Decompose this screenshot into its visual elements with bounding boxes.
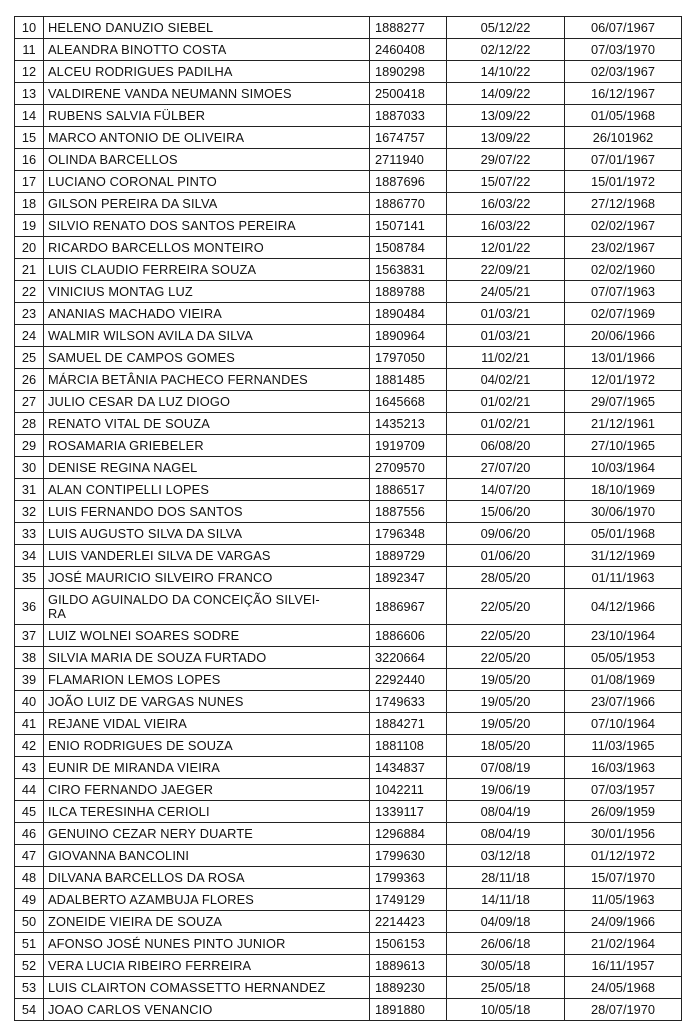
- birth-date-cell: 24/09/1966: [565, 911, 682, 933]
- row-number-cell: 44: [15, 779, 44, 801]
- registration-code-cell: 1889230: [370, 977, 447, 999]
- birth-date-cell: 16/12/1967: [565, 83, 682, 105]
- table-row: [15, 501, 682, 523]
- record-date-cell: 14/10/22: [447, 61, 565, 83]
- birth-date-cell: 15/07/1970: [565, 867, 682, 889]
- birth-date-cell: 16/03/1963: [565, 757, 682, 779]
- registration-code-cell: 1881108: [370, 735, 447, 757]
- row-number-cell: 20: [15, 237, 44, 259]
- registration-code-cell: 1890484: [370, 303, 447, 325]
- person-name-cell: LUIS AUGUSTO SILVA DA SILVA: [44, 523, 370, 545]
- birth-date-cell: 04/12/1966: [565, 589, 682, 625]
- registration-code-cell: 1434837: [370, 757, 447, 779]
- birth-date-cell: 07/03/1957: [565, 779, 682, 801]
- person-name-cell: ENIO RODRIGUES DE SOUZA: [44, 735, 370, 757]
- registration-code-cell: 1749633: [370, 691, 447, 713]
- person-name-cell: RICARDO BARCELLOS MONTEIRO: [44, 237, 370, 259]
- registration-code-cell: 1563831: [370, 259, 447, 281]
- table-row: [15, 567, 682, 589]
- record-date-cell: 06/08/20: [447, 435, 565, 457]
- row-number-cell: 46: [15, 823, 44, 845]
- table-row: [15, 757, 682, 779]
- registration-code-cell: 2214423: [370, 911, 447, 933]
- record-date-cell: 26/06/18: [447, 933, 565, 955]
- person-name-cell: JOÃO LUIZ DE VARGAS NUNES: [44, 691, 370, 713]
- row-number-cell: 22: [15, 281, 44, 303]
- person-name-cell: JULIO CESAR DA LUZ DIOGO: [44, 391, 370, 413]
- record-date-cell: 27/07/20: [447, 457, 565, 479]
- table-row: [15, 413, 682, 435]
- record-date-cell: 25/05/18: [447, 977, 565, 999]
- row-number-cell: 29: [15, 435, 44, 457]
- birth-date-cell: 10/03/1964: [565, 457, 682, 479]
- person-name-cell: ILCA TERESINHA CERIOLI: [44, 801, 370, 823]
- table-row: [15, 303, 682, 325]
- table-row: [15, 369, 682, 391]
- birth-date-cell: 23/10/1964: [565, 625, 682, 647]
- table-row: [15, 457, 682, 479]
- registration-code-cell: 1435213: [370, 413, 447, 435]
- registration-code-cell: 1886770: [370, 193, 447, 215]
- registration-code-cell: 2292440: [370, 669, 447, 691]
- registration-code-cell: 1796348: [370, 523, 447, 545]
- row-number-cell: 43: [15, 757, 44, 779]
- row-number-cell: 34: [15, 545, 44, 567]
- birth-date-cell: 07/03/1970: [565, 39, 682, 61]
- table-row: [15, 713, 682, 735]
- record-date-cell: 22/05/20: [447, 625, 565, 647]
- person-name-cell: ALCEU RODRIGUES PADILHA: [44, 61, 370, 83]
- birth-date-cell: 30/06/1970: [565, 501, 682, 523]
- record-date-cell: 11/02/21: [447, 347, 565, 369]
- birth-date-cell: 28/07/1970: [565, 999, 682, 1021]
- birth-date-cell: 23/02/1967: [565, 237, 682, 259]
- row-number-cell: 21: [15, 259, 44, 281]
- row-number-cell: 24: [15, 325, 44, 347]
- birth-date-cell: 02/03/1967: [565, 61, 682, 83]
- birth-date-cell: 02/02/1960: [565, 259, 682, 281]
- record-date-cell: 28/11/18: [447, 867, 565, 889]
- row-number-cell: 39: [15, 669, 44, 691]
- record-date-cell: 05/12/22: [447, 17, 565, 39]
- registration-code-cell: 1797050: [370, 347, 447, 369]
- registration-code-cell: 2711940: [370, 149, 447, 171]
- row-number-cell: 17: [15, 171, 44, 193]
- table-row: [15, 193, 682, 215]
- row-number-cell: 11: [15, 39, 44, 61]
- birth-date-cell: 23/07/1966: [565, 691, 682, 713]
- person-name-cell: JOSÉ MAURICIO SILVEIRO FRANCO: [44, 567, 370, 589]
- row-number-cell: 12: [15, 61, 44, 83]
- record-date-cell: 08/04/19: [447, 801, 565, 823]
- table-row: [15, 435, 682, 457]
- row-number-cell: 49: [15, 889, 44, 911]
- row-number-cell: 51: [15, 933, 44, 955]
- record-date-cell: 19/05/20: [447, 691, 565, 713]
- records-table-body: [15, 17, 682, 1021]
- record-date-cell: 22/05/20: [447, 647, 565, 669]
- person-name-cell: VINICIUS MONTAG LUZ: [44, 281, 370, 303]
- registration-code-cell: 1889788: [370, 281, 447, 303]
- registration-code-cell: 1889613: [370, 955, 447, 977]
- person-name-cell: LUIS CLAIRTON COMASSETTO HERNANDEZ: [44, 977, 370, 999]
- registration-code-cell: 1042211: [370, 779, 447, 801]
- registration-code-cell: 1889729: [370, 545, 447, 567]
- record-date-cell: 15/07/22: [447, 171, 565, 193]
- record-date-cell: 08/04/19: [447, 823, 565, 845]
- person-name-cell: OLINDA BARCELLOS: [44, 149, 370, 171]
- record-date-cell: 04/09/18: [447, 911, 565, 933]
- birth-date-cell: 11/05/1963: [565, 889, 682, 911]
- person-name-cell: MARCO ANTONIO DE OLIVEIRA: [44, 127, 370, 149]
- person-name-cell: DILVANA BARCELLOS DA ROSA: [44, 867, 370, 889]
- birth-date-cell: 02/02/1967: [565, 215, 682, 237]
- table-row: [15, 999, 682, 1021]
- record-date-cell: 24/05/21: [447, 281, 565, 303]
- birth-date-cell: 27/10/1965: [565, 435, 682, 457]
- table-row: [15, 479, 682, 501]
- person-name-cell: ZONEIDE VIEIRA DE SOUZA: [44, 911, 370, 933]
- row-number-cell: 52: [15, 955, 44, 977]
- birth-date-cell: 18/10/1969: [565, 479, 682, 501]
- record-date-cell: 14/11/18: [447, 889, 565, 911]
- birth-date-cell: 26/101962: [565, 127, 682, 149]
- record-date-cell: 01/06/20: [447, 545, 565, 567]
- row-number-cell: 25: [15, 347, 44, 369]
- birth-date-cell: 31/12/1969: [565, 545, 682, 567]
- person-name-cell: ALEANDRA BINOTTO COSTA: [44, 39, 370, 61]
- birth-date-cell: 06/07/1967: [565, 17, 682, 39]
- record-date-cell: 01/02/21: [447, 391, 565, 413]
- table-row: [15, 83, 682, 105]
- person-name-cell: ALAN CONTIPELLI LOPES: [44, 479, 370, 501]
- record-date-cell: 13/09/22: [447, 105, 565, 127]
- table-row: [15, 523, 682, 545]
- person-name-cell: GIOVANNA BANCOLINI: [44, 845, 370, 867]
- row-number-cell: 13: [15, 83, 44, 105]
- person-name-cell: GENUINO CEZAR NERY DUARTE: [44, 823, 370, 845]
- table-row: [15, 889, 682, 911]
- row-number-cell: 42: [15, 735, 44, 757]
- row-number-cell: 26: [15, 369, 44, 391]
- table-row: [15, 127, 682, 149]
- record-date-cell: 29/07/22: [447, 149, 565, 171]
- record-date-cell: 13/09/22: [447, 127, 565, 149]
- table-row: [15, 589, 682, 625]
- person-name-cell: MÁRCIA BETÂNIA PACHECO FERNANDES: [44, 369, 370, 391]
- birth-date-cell: 21/02/1964: [565, 933, 682, 955]
- row-number-cell: 54: [15, 999, 44, 1021]
- birth-date-cell: 05/01/1968: [565, 523, 682, 545]
- person-name-cell: LUIZ WOLNEI SOARES SODRE: [44, 625, 370, 647]
- row-number-cell: 23: [15, 303, 44, 325]
- table-row: [15, 61, 682, 83]
- table-row: [15, 545, 682, 567]
- row-number-cell: 40: [15, 691, 44, 713]
- registration-code-cell: 1890298: [370, 61, 447, 83]
- registration-code-cell: 1919709: [370, 435, 447, 457]
- row-number-cell: 16: [15, 149, 44, 171]
- table-row: [15, 391, 682, 413]
- registration-code-cell: 1645668: [370, 391, 447, 413]
- birth-date-cell: 26/09/1959: [565, 801, 682, 823]
- record-date-cell: 02/12/22: [447, 39, 565, 61]
- birth-date-cell: 13/01/1966: [565, 347, 682, 369]
- table-row: [15, 779, 682, 801]
- birth-date-cell: 05/05/1953: [565, 647, 682, 669]
- table-row: [15, 39, 682, 61]
- row-number-cell: 50: [15, 911, 44, 933]
- registration-code-cell: 1892347: [370, 567, 447, 589]
- table-row: [15, 237, 682, 259]
- table-row: [15, 845, 682, 867]
- birth-date-cell: 01/05/1968: [565, 105, 682, 127]
- row-number-cell: 53: [15, 977, 44, 999]
- registration-code-cell: 1888277: [370, 17, 447, 39]
- birth-date-cell: 07/01/1967: [565, 149, 682, 171]
- record-date-cell: 16/03/22: [447, 215, 565, 237]
- row-number-cell: 32: [15, 501, 44, 523]
- person-name-cell: HELENO DANUZIO SIEBEL: [44, 17, 370, 39]
- registration-code-cell: 1799363: [370, 867, 447, 889]
- table-row: [15, 823, 682, 845]
- record-date-cell: 03/12/18: [447, 845, 565, 867]
- birth-date-cell: 16/11/1957: [565, 955, 682, 977]
- registration-code-cell: 1887696: [370, 171, 447, 193]
- record-date-cell: 19/06/19: [447, 779, 565, 801]
- birth-date-cell: 01/11/1963: [565, 567, 682, 589]
- registration-code-cell: 1881485: [370, 369, 447, 391]
- registration-code-cell: 2709570: [370, 457, 447, 479]
- row-number-cell: 45: [15, 801, 44, 823]
- row-number-cell: 10: [15, 17, 44, 39]
- record-date-cell: 01/03/21: [447, 303, 565, 325]
- person-name-cell: SILVIA MARIA DE SOUZA FURTADO: [44, 647, 370, 669]
- person-name-cell: SILVIO RENATO DOS SANTOS PEREIRA: [44, 215, 370, 237]
- table-row: [15, 17, 682, 39]
- registration-code-cell: 1886606: [370, 625, 447, 647]
- registration-code-cell: 1296884: [370, 823, 447, 845]
- person-name-cell: RUBENS SALVIA FÜLBER: [44, 105, 370, 127]
- birth-date-cell: 07/10/1964: [565, 713, 682, 735]
- record-date-cell: 10/05/18: [447, 999, 565, 1021]
- table-row: [15, 933, 682, 955]
- person-name-cell: ANANIAS MACHADO VIEIRA: [44, 303, 370, 325]
- table-row: [15, 281, 682, 303]
- registration-code-cell: 1749129: [370, 889, 447, 911]
- table-row: [15, 669, 682, 691]
- registration-code-cell: 2500418: [370, 83, 447, 105]
- record-date-cell: 14/07/20: [447, 479, 565, 501]
- table-row: [15, 171, 682, 193]
- person-name-cell: LUIS CLAUDIO FERREIRA SOUZA: [44, 259, 370, 281]
- birth-date-cell: 12/01/1972: [565, 369, 682, 391]
- record-date-cell: 18/05/20: [447, 735, 565, 757]
- row-number-cell: 41: [15, 713, 44, 735]
- row-number-cell: 35: [15, 567, 44, 589]
- birth-date-cell: 11/03/1965: [565, 735, 682, 757]
- table-row: [15, 801, 682, 823]
- row-number-cell: 19: [15, 215, 44, 237]
- table-row: [15, 735, 682, 757]
- person-name-cell: WALMIR WILSON AVILA DA SILVA: [44, 325, 370, 347]
- registration-code-cell: 3220664: [370, 647, 447, 669]
- person-name-cell: GILSON PEREIRA DA SILVA: [44, 193, 370, 215]
- person-name-cell: LUIS FERNANDO DOS SANTOS: [44, 501, 370, 523]
- birth-date-cell: 01/08/1969: [565, 669, 682, 691]
- birth-date-cell: 29/07/1965: [565, 391, 682, 413]
- row-number-cell: 31: [15, 479, 44, 501]
- record-date-cell: 12/01/22: [447, 237, 565, 259]
- registration-code-cell: 1339117: [370, 801, 447, 823]
- person-name-cell: SAMUEL DE CAMPOS GOMES: [44, 347, 370, 369]
- registration-code-cell: 1887556: [370, 501, 447, 523]
- row-number-cell: 18: [15, 193, 44, 215]
- table-row: [15, 215, 682, 237]
- row-number-cell: 30: [15, 457, 44, 479]
- registration-code-cell: 2460408: [370, 39, 447, 61]
- record-date-cell: 01/03/21: [447, 325, 565, 347]
- record-date-cell: 28/05/20: [447, 567, 565, 589]
- record-date-cell: 22/05/20: [447, 589, 565, 625]
- person-name-cell: CIRO FERNANDO JAEGER: [44, 779, 370, 801]
- row-number-cell: 37: [15, 625, 44, 647]
- birth-date-cell: 21/12/1961: [565, 413, 682, 435]
- row-number-cell: 36: [15, 589, 44, 625]
- record-date-cell: 15/06/20: [447, 501, 565, 523]
- birth-date-cell: 30/01/1956: [565, 823, 682, 845]
- person-name-cell: EUNIR DE MIRANDA VIEIRA: [44, 757, 370, 779]
- registration-code-cell: 1886967: [370, 589, 447, 625]
- table-row: [15, 647, 682, 669]
- table-row: [15, 955, 682, 977]
- row-number-cell: 28: [15, 413, 44, 435]
- person-name-cell: JOAO CARLOS VENANCIO: [44, 999, 370, 1021]
- table-row: [15, 259, 682, 281]
- record-date-cell: 01/02/21: [447, 413, 565, 435]
- person-name-cell: FLAMARION LEMOS LOPES: [44, 669, 370, 691]
- table-row: [15, 911, 682, 933]
- table-row: [15, 105, 682, 127]
- record-date-cell: 19/05/20: [447, 669, 565, 691]
- record-date-cell: 09/06/20: [447, 523, 565, 545]
- row-number-cell: 14: [15, 105, 44, 127]
- person-name-cell: AFONSO JOSÉ NUNES PINTO JUNIOR: [44, 933, 370, 955]
- record-date-cell: 30/05/18: [447, 955, 565, 977]
- birth-date-cell: 24/05/1968: [565, 977, 682, 999]
- table-row: [15, 691, 682, 713]
- record-date-cell: 07/08/19: [447, 757, 565, 779]
- record-date-cell: 04/02/21: [447, 369, 565, 391]
- registration-code-cell: 1886517: [370, 479, 447, 501]
- record-date-cell: 22/09/21: [447, 259, 565, 281]
- row-number-cell: 38: [15, 647, 44, 669]
- person-name-cell: ROSAMARIA GRIEBELER: [44, 435, 370, 457]
- registration-code-cell: 1799630: [370, 845, 447, 867]
- record-date-cell: 16/03/22: [447, 193, 565, 215]
- registration-code-cell: 1890964: [370, 325, 447, 347]
- person-name-cell: LUIS VANDERLEI SILVA DE VARGAS: [44, 545, 370, 567]
- record-date-cell: 14/09/22: [447, 83, 565, 105]
- registration-code-cell: 1674757: [370, 127, 447, 149]
- person-name-cell: LUCIANO CORONAL PINTO: [44, 171, 370, 193]
- person-name-cell: REJANE VIDAL VIEIRA: [44, 713, 370, 735]
- table-row: [15, 325, 682, 347]
- row-number-cell: 27: [15, 391, 44, 413]
- person-name-cell: ADALBERTO AZAMBUJA FLORES: [44, 889, 370, 911]
- registration-code-cell: 1884271: [370, 713, 447, 735]
- registration-code-cell: 1887033: [370, 105, 447, 127]
- birth-date-cell: 15/01/1972: [565, 171, 682, 193]
- row-number-cell: 15: [15, 127, 44, 149]
- registration-code-cell: 1508784: [370, 237, 447, 259]
- registration-code-cell: 1507141: [370, 215, 447, 237]
- registration-code-cell: 1891880: [370, 999, 447, 1021]
- row-number-cell: 33: [15, 523, 44, 545]
- table-row: [15, 977, 682, 999]
- table-row: [15, 347, 682, 369]
- birth-date-cell: 02/07/1969: [565, 303, 682, 325]
- birth-date-cell: 01/12/1972: [565, 845, 682, 867]
- person-name-cell: DENISE REGINA NAGEL: [44, 457, 370, 479]
- registration-code-cell: 1506153: [370, 933, 447, 955]
- person-name-cell: GILDO AGUINALDO DA CONCEIÇÃO SILVEI- RA: [44, 589, 370, 625]
- birth-date-cell: 07/07/1963: [565, 281, 682, 303]
- person-name-cell: VERA LUCIA RIBEIRO FERREIRA: [44, 955, 370, 977]
- records-table: [14, 16, 682, 1021]
- table-row: [15, 625, 682, 647]
- birth-date-cell: 20/06/1966: [565, 325, 682, 347]
- record-date-cell: 19/05/20: [447, 713, 565, 735]
- table-row: [15, 149, 682, 171]
- table-row: [15, 867, 682, 889]
- person-name-cell: RENATO VITAL DE SOUZA: [44, 413, 370, 435]
- person-name-cell: VALDIRENE VANDA NEUMANN SIMOES: [44, 83, 370, 105]
- row-number-cell: 48: [15, 867, 44, 889]
- birth-date-cell: 27/12/1968: [565, 193, 682, 215]
- row-number-cell: 47: [15, 845, 44, 867]
